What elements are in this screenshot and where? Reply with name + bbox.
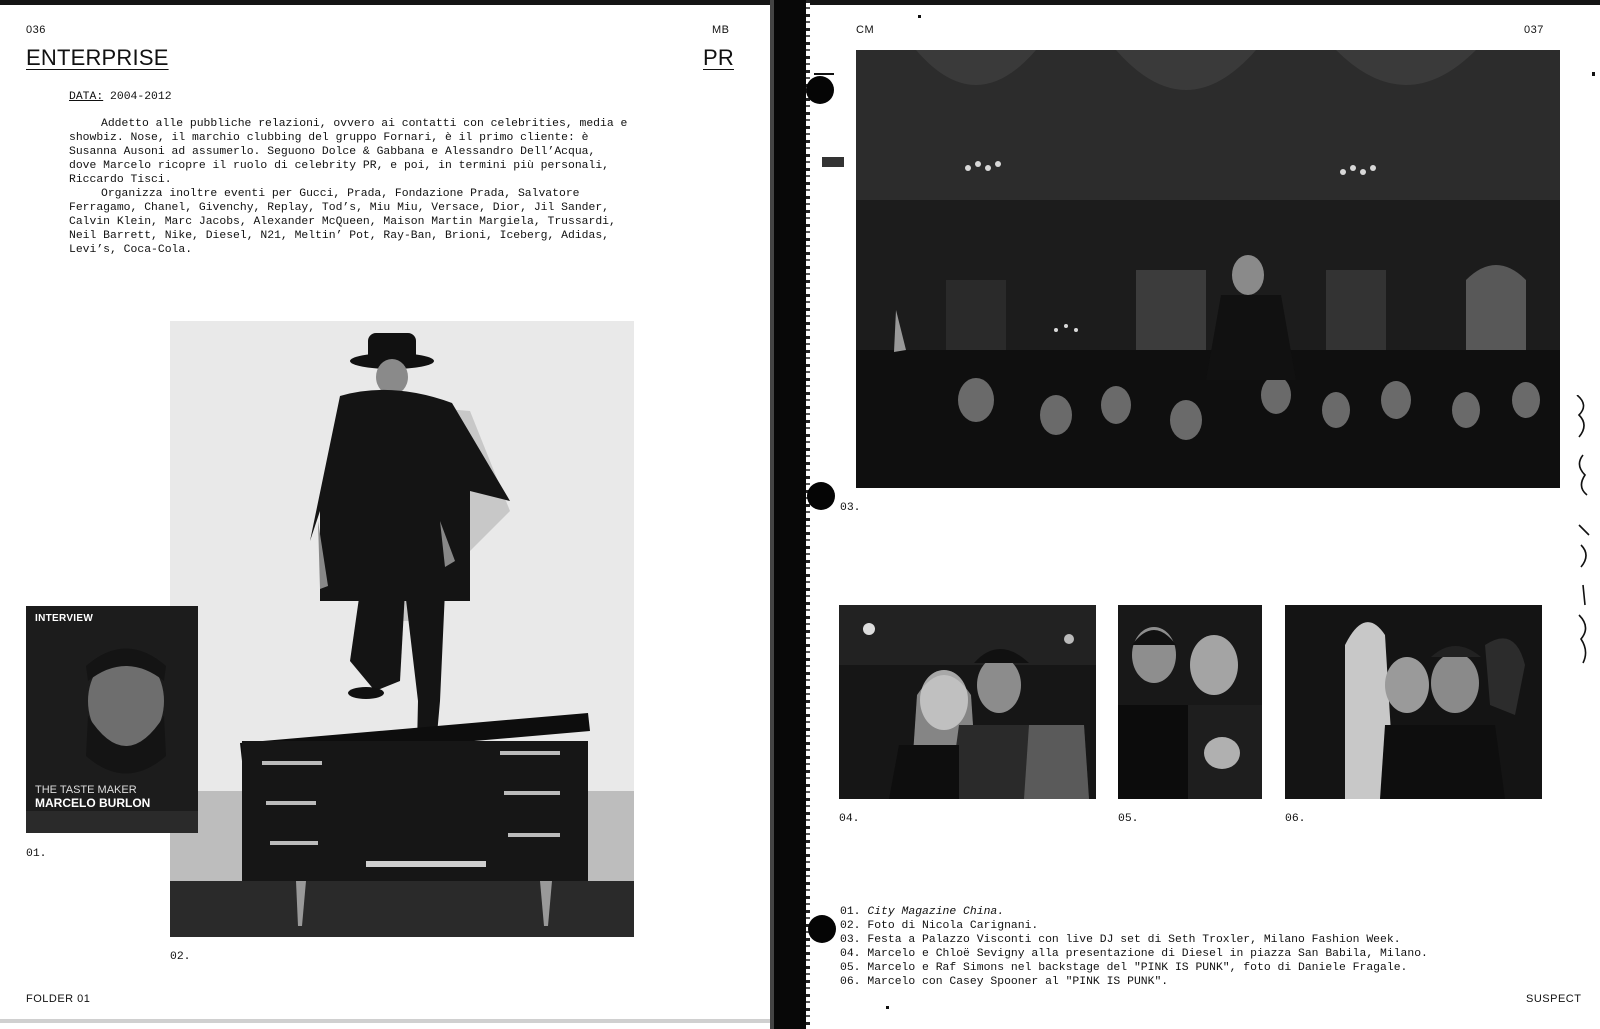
caption-text: Foto di Nicola Carignani. bbox=[867, 920, 1039, 932]
caption-text: City Magazine China. bbox=[867, 906, 1005, 918]
binder-hole-top bbox=[806, 76, 834, 104]
left-footer: FOLDER 01 bbox=[26, 993, 91, 1005]
label-02: 02. bbox=[170, 951, 191, 963]
left-page-initials: MB bbox=[712, 24, 730, 36]
caption-list bbox=[840, 905, 1580, 989]
caption-number: 04. bbox=[840, 948, 861, 960]
label-04: 04. bbox=[839, 813, 860, 825]
cover-kicker: THE TASTE MAKER bbox=[35, 784, 137, 796]
caption-item bbox=[840, 975, 1580, 989]
caption-item bbox=[840, 919, 1580, 933]
binding-gutter bbox=[770, 0, 808, 1029]
label-06: 06. bbox=[1285, 813, 1306, 825]
caption-number: 01. bbox=[840, 906, 861, 918]
label-03: 03. bbox=[840, 502, 861, 514]
caption-item bbox=[840, 961, 1580, 975]
right-page-initials: CM bbox=[856, 24, 875, 36]
photo-01-magazine-cover bbox=[26, 606, 198, 833]
caption-number: 02. bbox=[840, 920, 861, 932]
date-label: DATA: bbox=[69, 91, 104, 103]
scan-bottom-edge bbox=[0, 1019, 800, 1023]
caption-text: Marcelo e Chloë Sevigny alla presentazione di Diesel in piazza San Babila, Milano. bbox=[867, 948, 1428, 960]
section-code: PR bbox=[703, 45, 734, 70]
photo-02-image bbox=[170, 321, 634, 937]
scan-speck bbox=[886, 1006, 889, 1009]
bio-text bbox=[69, 117, 629, 257]
gutter-edge bbox=[770, 0, 774, 1029]
binder-hole-middle bbox=[807, 482, 835, 510]
photo-04-image bbox=[839, 605, 1096, 799]
photo-06-image bbox=[1285, 605, 1542, 799]
scan-speck bbox=[814, 73, 834, 75]
bio-paragraph-2: Organizza inoltre eventi per Gucci, Prada, Fondazione Prada, Salvatore Ferragamo, Chanel, Givenchy, Replay, Tod’s, Miu Miu, Versace, Dior, Jil Sander, Calvin Klein, Marc Jacobs, Alexander McQueen, Maison Martin Margiela, Trussardi, Neil Barrett, Nike, Diesel, N21, Meltin’ Pot, Ray-Ban, Brioni, Iceberg, Adidas, Levi’s, Coca-Cola. bbox=[69, 188, 616, 256]
caption-item bbox=[840, 947, 1580, 961]
cover-masthead: INTERVIEW bbox=[35, 613, 94, 624]
label-01: 01. bbox=[26, 848, 47, 860]
cover-name: MARCELO BURLON bbox=[35, 796, 151, 810]
photo-04-marcelo-chloe bbox=[839, 605, 1096, 799]
photo-03-party-palazzo bbox=[856, 50, 1560, 488]
photo-05-marcelo-raf bbox=[1118, 605, 1262, 799]
date-line bbox=[69, 90, 172, 104]
right-footer: SUSPECT bbox=[1526, 993, 1582, 1005]
photo-02-man-on-desk bbox=[170, 321, 634, 937]
date-value: 2004-2012 bbox=[110, 91, 172, 103]
label-05: 05. bbox=[1118, 813, 1139, 825]
caption-text: Marcelo e Raf Simons nel backstage del "PINK IS PUNK", foto di Daniele Fragale. bbox=[867, 962, 1408, 974]
caption-text: Festa a Palazzo Visconti con live DJ set di Seth Troxler, Milano Fashion Week. bbox=[867, 934, 1401, 946]
caption-item bbox=[840, 933, 1580, 947]
handwritten-note bbox=[1573, 395, 1595, 665]
scan-speck bbox=[1592, 72, 1595, 76]
photo-03-image bbox=[856, 50, 1560, 488]
caption-number: 03. bbox=[840, 934, 861, 946]
left-page bbox=[0, 5, 770, 1019]
binder-hole-bottom bbox=[808, 915, 836, 943]
photo-05-image bbox=[1118, 605, 1262, 799]
caption-number: 05. bbox=[840, 962, 861, 974]
caption-number: 06. bbox=[840, 976, 861, 988]
left-page-number: 036 bbox=[26, 24, 46, 36]
caption-item bbox=[840, 905, 1580, 919]
bio-paragraph-1: Addetto alle pubbliche relazioni, ovvero ai contatti con celebrities, media e showbiz. Nose, il marchio clubbing del gruppo Fornari, è il primo cliente: è Susanna Ausoni ad assumerlo. Seguono Dolce & Gabbana e Alessandro Dell’Acqua, dove Marcelo ricopre il ruolo di celebrity PR, e poi, in termini più personali, Riccardo Tisci. bbox=[69, 118, 628, 186]
right-page bbox=[810, 5, 1600, 1019]
scan-speck bbox=[822, 157, 844, 167]
right-page-number: 037 bbox=[1524, 24, 1544, 36]
section-title: ENTERPRISE bbox=[26, 45, 169, 70]
photo-06-marcelo-casey bbox=[1285, 605, 1542, 799]
scan-speck bbox=[918, 15, 921, 18]
caption-text: Marcelo con Casey Spooner al "PINK IS PUNK". bbox=[867, 976, 1169, 988]
